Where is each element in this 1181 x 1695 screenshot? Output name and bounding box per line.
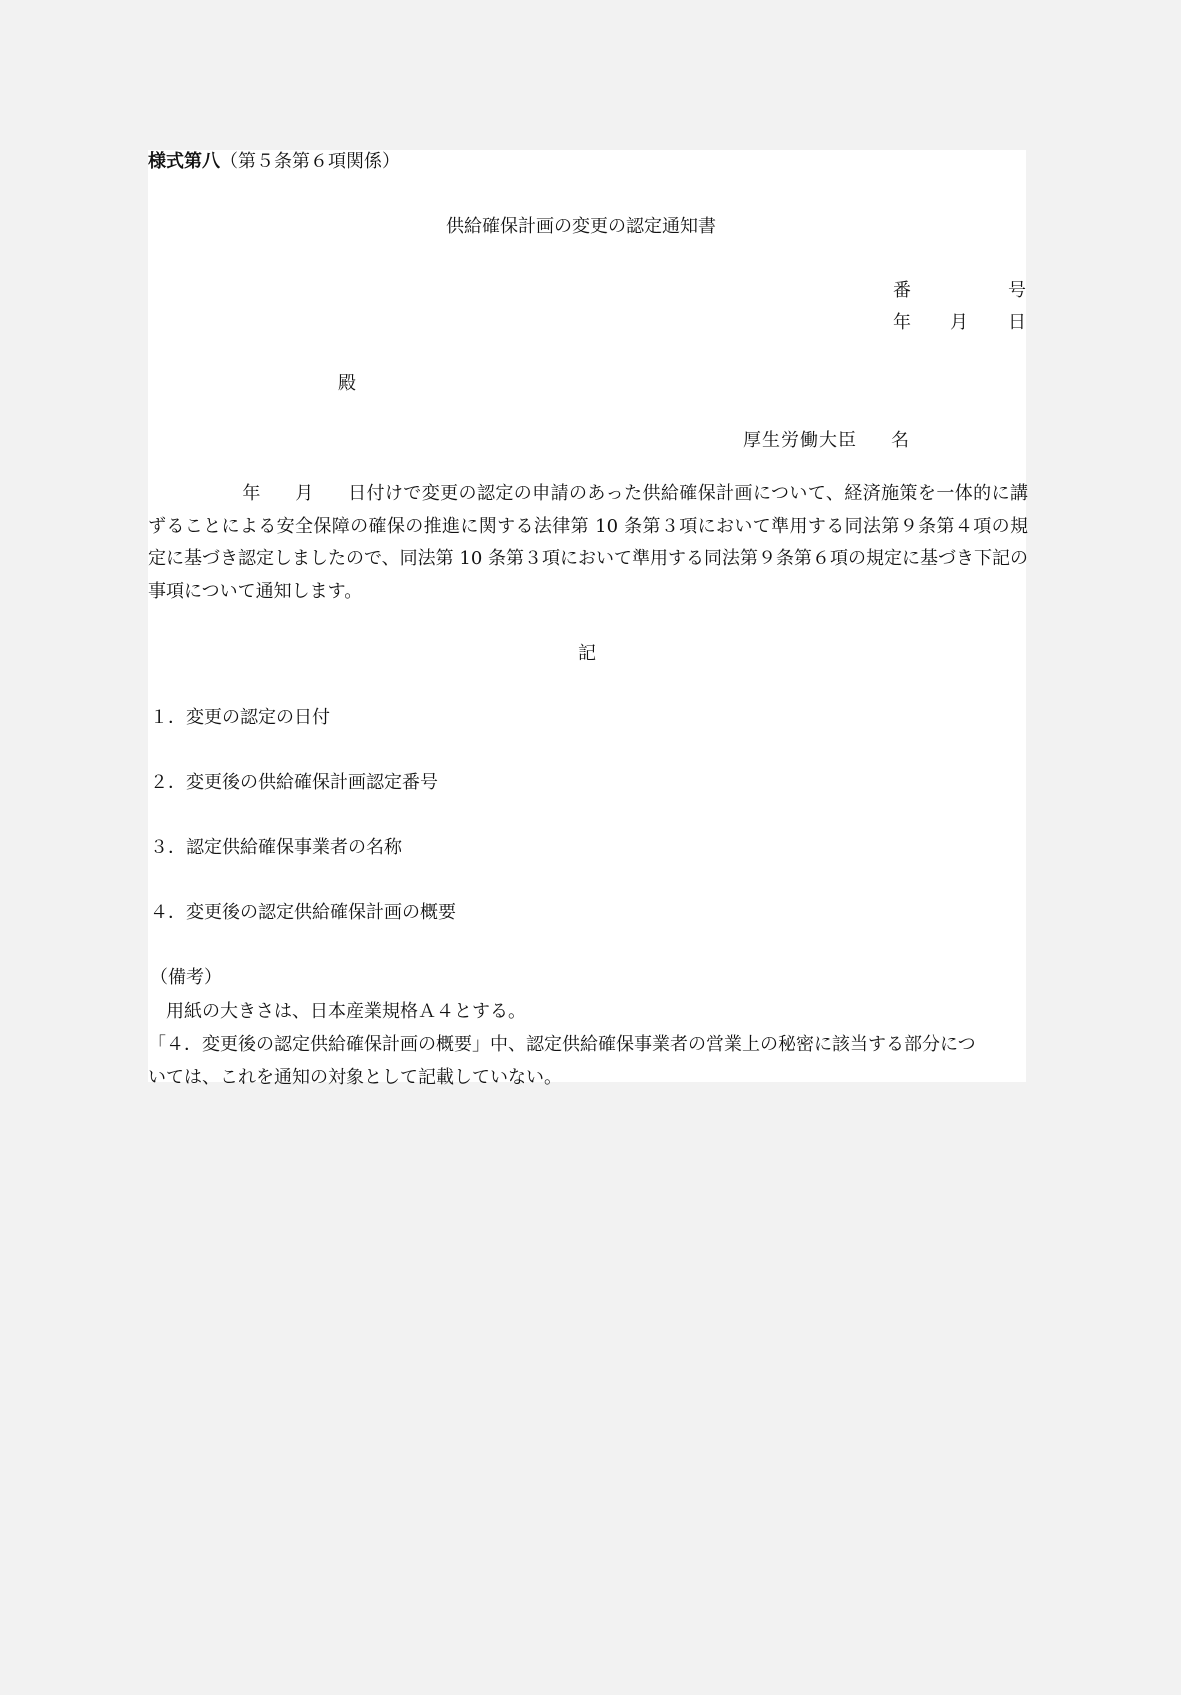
form-label: 様式第八 <box>148 151 220 172</box>
note-2-line-1: 「４．変更後の認定供給確保計画の概要」中、認定供給確保事業者の営業上の秘密に該当する部分につ <box>148 1034 976 1055</box>
note-2-line-2: いては、これを通知の対象として記載していない。 <box>148 1067 562 1088</box>
ki-heading: 記 <box>578 643 596 664</box>
item-1: １．変更の認定の日付 <box>150 707 330 728</box>
body-date-year: 年 <box>242 483 261 504</box>
issuer-name-label: 名 <box>891 430 909 451</box>
addressee-honorific: 殿 <box>338 373 356 394</box>
item-3: ３．認定供給確保事業者の名称 <box>150 837 402 858</box>
number-label-left: 番 <box>893 280 911 301</box>
date-month-label: 月 <box>950 312 968 333</box>
body-text: 日付けで変更の認定の申請のあった供給確保計画について、経済施策を一体的に講ずることによる安全保障の確保の推進に関する法律第 10 条第３項において準用する同法第９条第４項の規定に基づき認定しましたので、同法第 10 条第３項において準用する同法第９条第６項の規定に基づき下記の事項について通知します。 <box>148 483 1028 602</box>
date-year-label: 年 <box>893 312 911 333</box>
item-2: ２．変更後の供給確保計画認定番号 <box>150 772 438 793</box>
form-label-line <box>148 151 400 173</box>
document-title: 供給確保計画の変更の認定通知書 <box>446 216 716 237</box>
item-4: ４．変更後の認定供給確保計画の概要 <box>150 902 456 923</box>
form-relation: （第５条第６項関係） <box>220 151 400 172</box>
number-label-right: 号 <box>1008 280 1026 301</box>
notes-heading: （備考） <box>150 967 222 988</box>
issuer-minister: 厚生労働大臣 <box>743 430 857 451</box>
note-1: 用紙の大きさは、日本産業規格Ａ４とする。 <box>166 1001 526 1022</box>
date-day-label: 日 <box>1008 312 1026 333</box>
body-paragraph <box>148 478 1028 608</box>
body-date-month: 月 <box>294 483 314 504</box>
